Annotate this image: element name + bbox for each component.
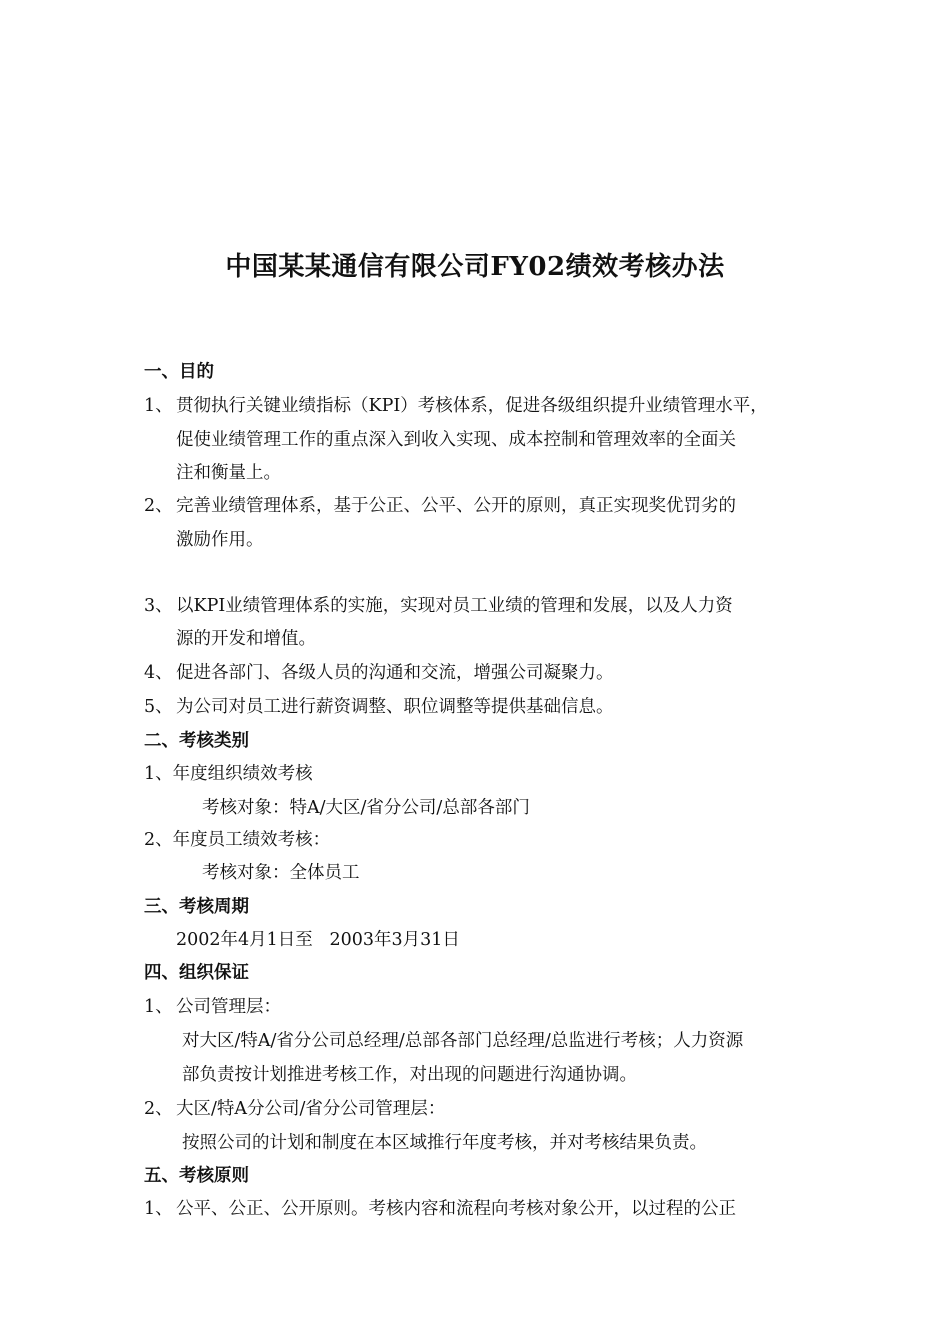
s1-item-1-number: 1、: [144, 396, 173, 416]
s1-item-4-number: 4、: [144, 663, 173, 683]
s1-item-2-line-1: 完善业绩管理体系，基于公正、公平、公开的原则，真正实现奖优罚劣的: [176, 496, 736, 516]
s1-item-5-line-1: 为公司对员工进行薪资调整、职位调整等提供基础信息。: [176, 697, 614, 717]
s4-item-1-number: 1、: [144, 997, 173, 1017]
s1-item-3: [144, 595, 733, 617]
s5-item-1: [144, 1198, 736, 1220]
section-1-heading: 一、目的: [144, 362, 214, 382]
s5-item-1-number: 1、: [144, 1199, 173, 1219]
s4-item-1: [144, 996, 281, 1018]
s1-item-1-line-2: 促使业绩管理工作的重点深入到收入实现、成本控制和管理效率的全面关: [176, 430, 736, 450]
section-5-heading: 五、考核原则: [144, 1166, 249, 1186]
section-3-heading: 三、考核周期: [144, 897, 249, 917]
s4-item-2-number: 2、: [144, 1099, 173, 1119]
s1-item-2: [144, 495, 736, 517]
s1-item-3-number: 3、: [144, 596, 173, 616]
s1-item-4: [144, 662, 614, 684]
s4-item-1-line-1: 公司管理层：: [176, 997, 281, 1017]
s1-item-5: [144, 696, 614, 718]
document-title: 中国某某通信有限公司FY02绩效考核办法: [225, 252, 725, 282]
section-4-heading: 四、组织保证: [144, 963, 249, 983]
s4-item-1-para-1: 对大区/特A/省分公司总经理/总部各部门总经理/总监进行考核；人力资源: [182, 1031, 744, 1051]
s2-item-1-sub: 考核对象：特A/大区/省分公司/总部各部门: [202, 798, 530, 818]
s4-item-2: [144, 1098, 445, 1120]
s4-item-2-line-1: 大区/特A分公司/省分公司管理层：: [176, 1099, 446, 1119]
section-2-heading: 二、考核类别: [144, 731, 249, 751]
s2-item-1: 1、年度组织绩效考核: [144, 764, 313, 784]
s1-item-4-line-1: 促进各部门、各级人员的沟通和交流，增强公司凝聚力。: [176, 663, 614, 683]
s5-item-1-line-1: 公平、公正、公开原则。考核内容和流程向考核对象公开，以过程的公正: [176, 1199, 736, 1219]
s1-item-3-line-1: 以KPI业绩管理体系的实施，实现对员工业绩的管理和发展，以及人力资: [176, 596, 733, 616]
s2-item-2-sub: 考核对象：全体员工: [202, 863, 360, 883]
s1-item-1-line-1: 贯彻执行关键业绩指标（KPI）考核体系，促进各级组织提升业绩管理水平，: [176, 396, 768, 416]
s4-item-1-para-2: 部负责按计划推进考核工作，对出现的问题进行沟通协调。: [182, 1065, 637, 1085]
s3-period-text: 2002年4月1日至 2003年3月31日: [176, 930, 460, 950]
s1-item-1: [144, 395, 768, 417]
s1-item-2-number: 2、: [144, 496, 173, 516]
s1-item-5-number: 5、: [144, 697, 173, 717]
s2-item-2: 2、年度员工绩效考核：: [144, 830, 331, 850]
s4-item-2-para-1: 按照公司的计划和制度在本区域推行年度考核，并对考核结果负责。: [182, 1133, 707, 1153]
s1-item-1-line-3: 注和衡量上。: [176, 463, 281, 483]
s1-item-2-line-2: 激励作用。: [176, 530, 264, 550]
s1-item-3-line-2: 源的开发和增值。: [176, 629, 316, 649]
